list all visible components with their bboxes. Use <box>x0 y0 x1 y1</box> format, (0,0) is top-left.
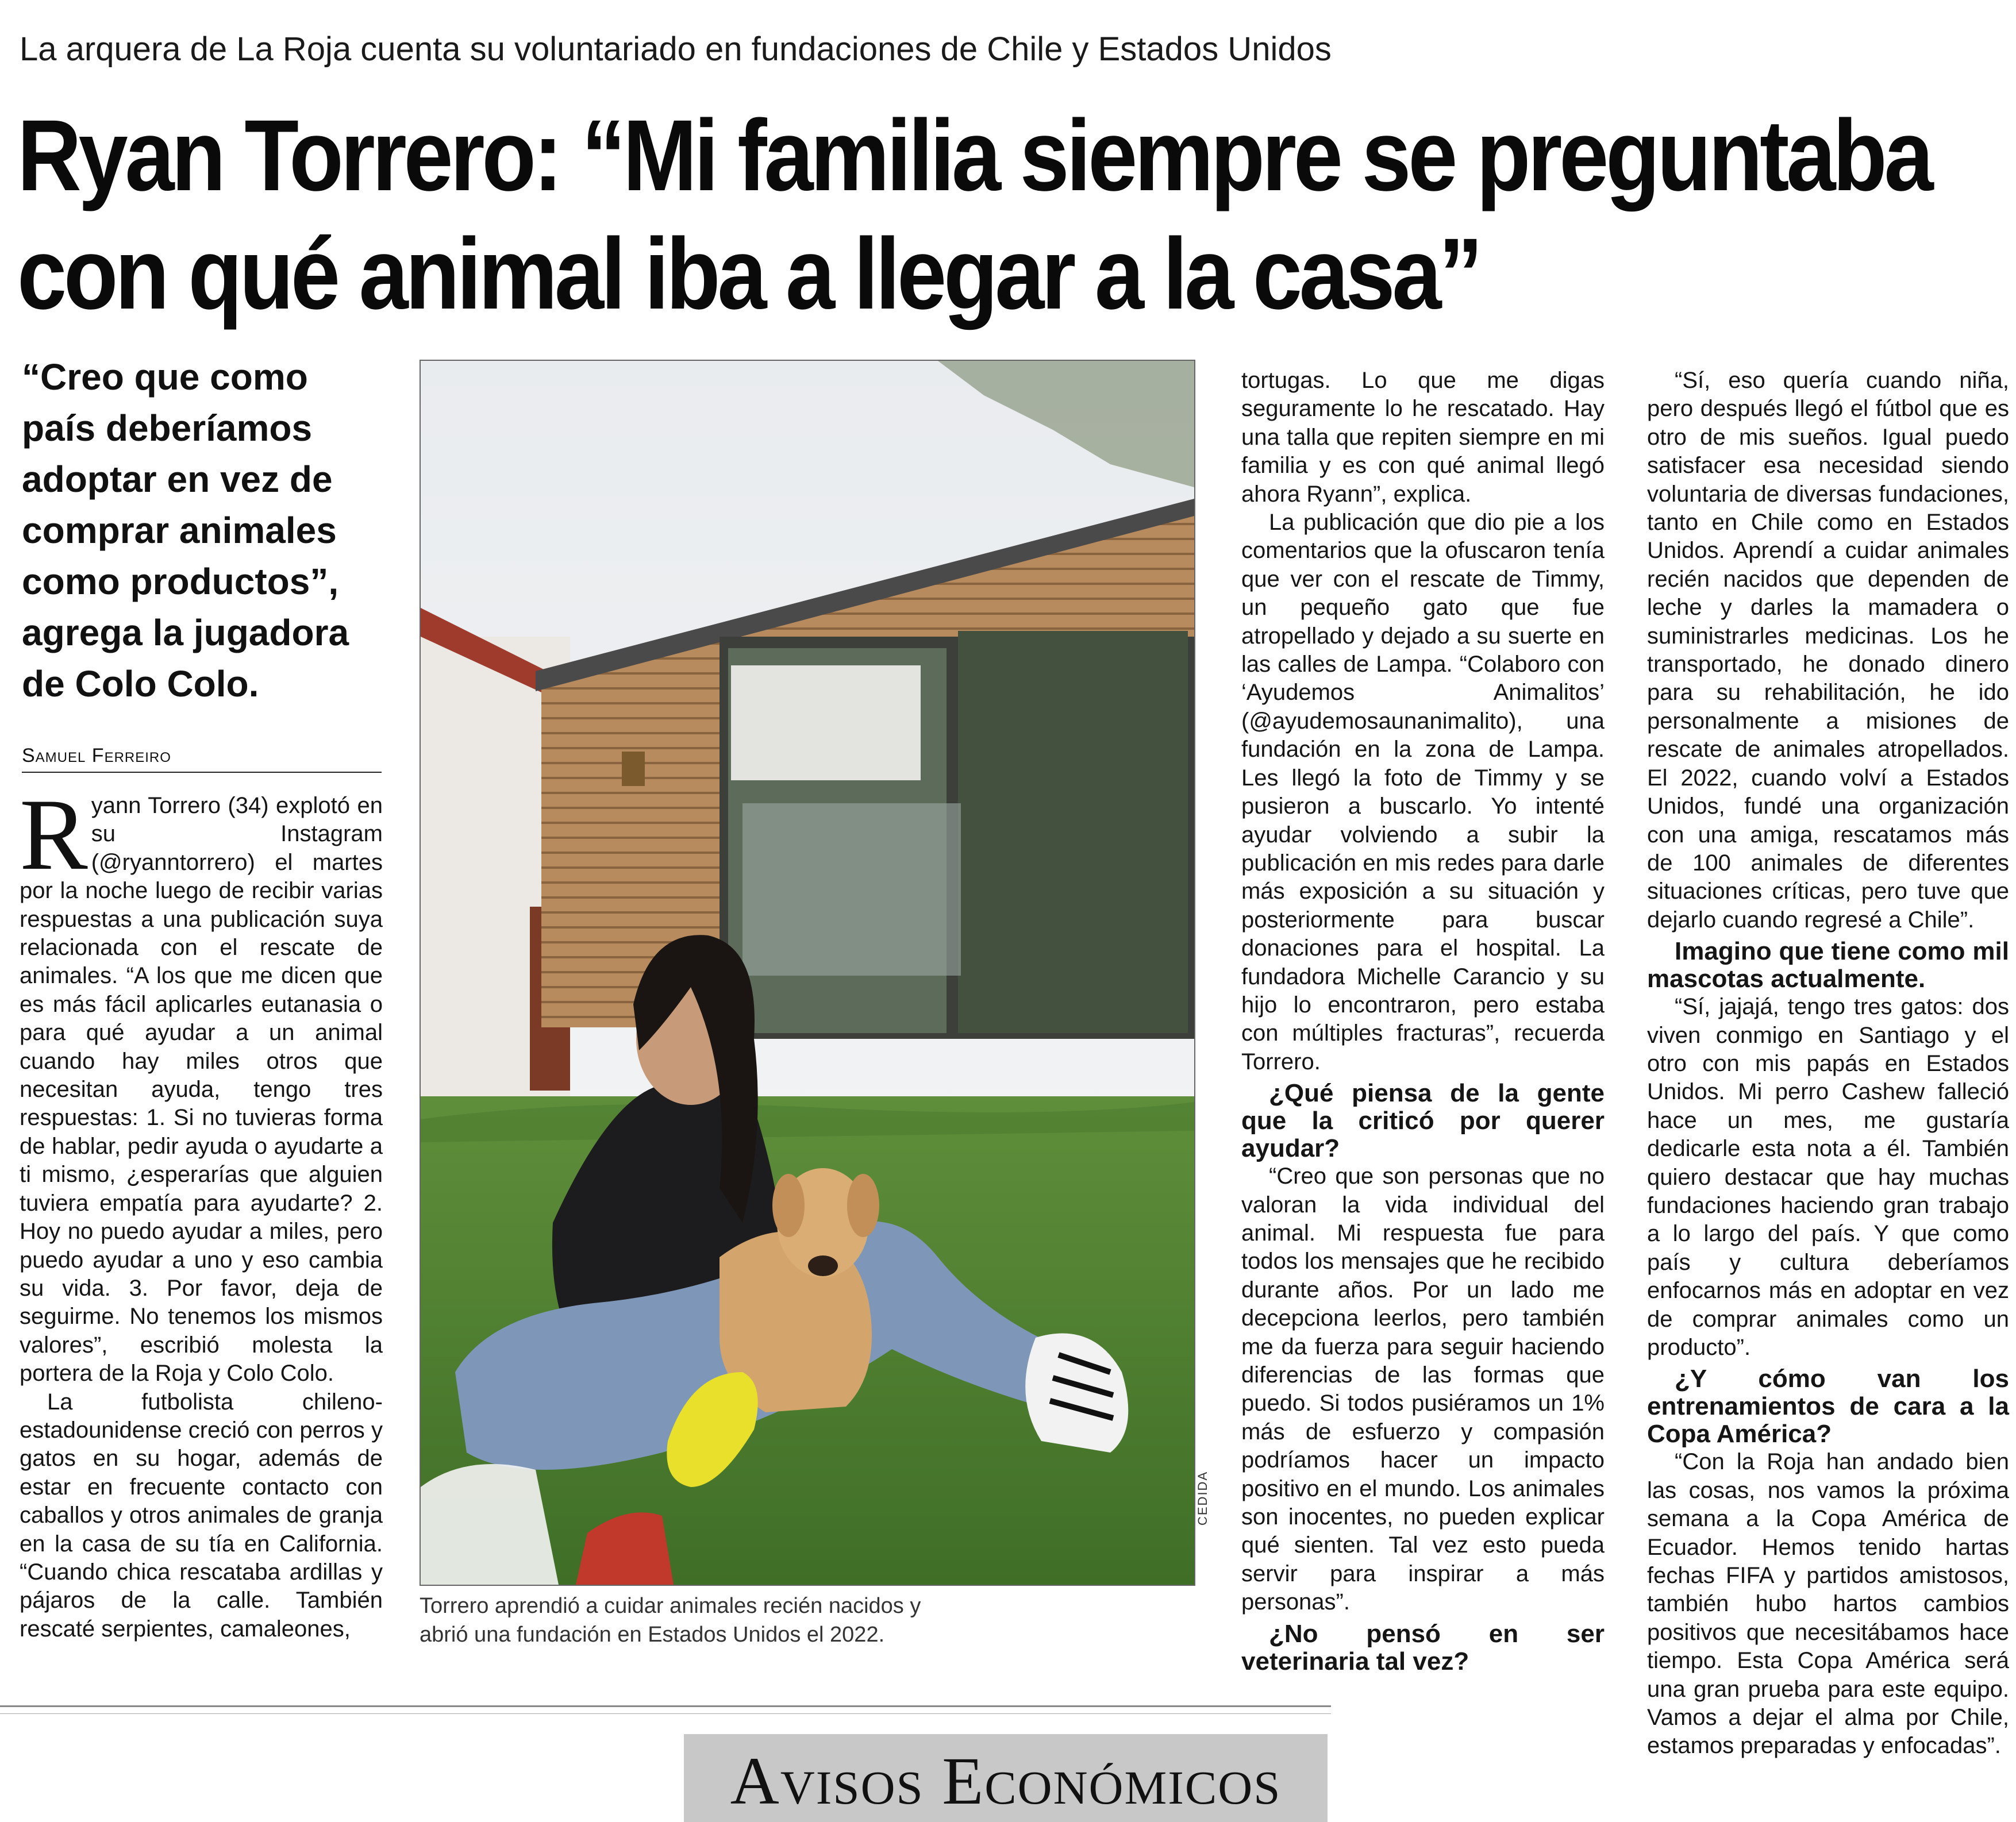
paragraph: “Creo que son personas que no valoran la vida individual del animal. Mi respuesta fue para todos los mensajes que he recibido durante años. Por un lado me decepciona leerlos, pero también me da fuerza para seguir haciendo diferencias de las formas que puedo. Si todos pusiéramos un 1% más de esfuerzo y compasión podríamos hacer un impacto positivo en el mundo. Los animales son inocentes, no pueden explicar qué sienten. Tal vez esto pueda servir para inspirar a más personas”. <box>1241 1164 1605 1615</box>
paragraph: “Sí, eso quería cuando niña, pero después llegó el fútbol que es otro de mis sueños. Igual puedo satisfacer esa necesidad siendo voluntaria de diversas fundaciones, tanto en Chile como en Estados Unidos. Aprendí a cuidar animales recién nacidos que dependen de leche y darles la mamadera o suministrarles medicinas. Los he transportado, he donado dinero para su rehabilitación, he ido personalmente a misiones de rescate de animales atropellados. El 2022, cuando volví a Estados Unidos, fundé una organización con una amiga, rescatamos más de 100 animales de diferentes situaciones críticas, pero tuve que dejarlo cuando regresé a Chile”. <box>1647 368 2009 933</box>
paragraph: “Con la Roja han andado bien las cosas, nos vamos la próxima semana a la Copa América de Ecuador. Hemos tenido hartas fechas FIFA y partidos amistosos, también hubo hartos cambios positivos que necesitábamos hace tiempo. Esta Copa América será una gran prueba para este equipo. Vamos a dejar el alma por Chile, estamos preparadas y enfocadas”. <box>1647 1449 2009 1759</box>
pull-quote-line: país deberíamos <box>22 407 313 449</box>
paragraph: La publicación que dio pie a los comentarios que la ofuscaron tenía que ver con el rescate de Timmy, un pequeño gato que fue atropellado y dejado a su suerte en las calles de Lampa. “Colaboro con ‘Ayudemos Animalitos’ (@ayudemosaunanimalito), una fundación en la zona de Lampa. Les llegó la foto de Timmy y se pusieron a buscarlo. Yo intenté ayudar volviendo a subir la publicación en mis redes para darle más exposición a su situación y posteriormente para buscar donaciones para el hospital. La fundadora Michelle Carancio y su hijo lo encontraron, pero estaba con múltiples fracturas”, recuerda Torrero. <box>1241 510 1605 1074</box>
photo-caption <box>420 1592 1193 1649</box>
interview-question: ¿Qué piensa de la gente que la criticó por querer ayudar? <box>1241 1079 1605 1163</box>
byline: Samuel Ferreiro <box>22 745 382 773</box>
photo-credit: CEDIDA <box>1195 1470 1210 1526</box>
interview-question: ¿No pensó en ser veterinaria tal vez? <box>1241 1619 1605 1675</box>
pull-quote-line: “Creo que como <box>22 356 308 398</box>
pull-quote-line: adoptar en vez de <box>22 459 333 500</box>
headline-line-2: con qué animal iba a llegar a la casa” <box>17 218 1480 330</box>
article-column-1 <box>20 777 383 1643</box>
pull-quote-line: agrega la jugadora <box>22 612 349 653</box>
pull-quote-line: como productos”, <box>22 561 339 602</box>
interview-question: Imagino que tiene como mil mascotas actualmente. <box>1647 937 2009 993</box>
pull-quote-line: comprar animales <box>22 510 337 551</box>
section-divider <box>0 1705 1331 1707</box>
section-banner: Avisos Económicos <box>730 1743 1282 1819</box>
drop-cap: R <box>20 777 88 891</box>
pull-quote-line: de Colo Colo. <box>22 663 259 704</box>
photo-illustration <box>421 361 1194 1585</box>
interview-question: ¿Y cómo van los entrenamientos de cara a la Copa América? <box>1647 1365 2009 1449</box>
headline-line-1: Ryan Torrero: “Mi familia siempre se preguntaba <box>17 99 1931 212</box>
caption-line: Torrero aprendió a cuidar animales recién nacidos y <box>420 1594 921 1618</box>
pull-quote <box>22 352 390 710</box>
article-photo <box>420 360 1195 1586</box>
article-column-3 <box>1241 367 1605 1675</box>
headline <box>17 97 1931 333</box>
paragraph: yann Torrero (34) explotó en su Instagram (@ryanntorrero) el martes por la noche luego de recibir varias respuestas a una publicación suya relacionada con el rescate de animales. “A los que me dicen que es más fácil aplicarles eutanasia o para qué ayudar a un animal cuando hay miles otros que necesitan ayuda, tengo tres respuestas: 1. Si no tuvieras forma de hablar, pedir ayuda o ayudarte a ti mismo, ¿esperarías que alguien tuviera empatía para ayudarte? 2. Hoy no puedo ayudar a miles, pero puedo ayudar a uno y eso cambia su vida. 3. Por favor, deja de seguirme. No tenemos los mismos valores”, escribió molesta la portera de la Roja y Colo Colo. <box>20 793 383 1386</box>
paragraph: tortugas. Lo que me digas seguramente lo he rescatado. Hay una talla que repiten siempre en mi familia y es con qué animal llegó ahora Ryann”, explica. <box>1241 368 1605 507</box>
section-divider <box>0 1713 1331 1714</box>
kicker: La arquera de La Roja cuenta su voluntariado en fundaciones de Chile y Estados Unidos <box>20 30 1332 68</box>
caption-line: abrió una fundación en Estados Unidos el 2022. <box>420 1623 885 1647</box>
paragraph: La futbolista chileno-estadounidense creció con perros y gatos en su hogar, además de estar en frecuente contacto con caballos y otros animales de granja en la casa de su tía en California. “Cuando chica rescataba ardillas y pájaros de la calle. También rescaté serpientes, camaleones, <box>20 1389 383 1642</box>
paragraph: “Sí, jajajá, tengo tres gatos: dos viven conmigo en Santiago y el otro con mis papás en Estados Unidos. Mi perro Cashew falleció hace un mes, me gustaría dedicarle esta nota a él. También quiero destacar que hay muchas fundaciones haciendo gran trabajo a lo largo del país. Y que como país y cultura deberíamos enfocarnos más en adoptar en vez de comprar animales como un producto”. <box>1647 994 2009 1360</box>
article-column-4 <box>1647 367 2009 1761</box>
